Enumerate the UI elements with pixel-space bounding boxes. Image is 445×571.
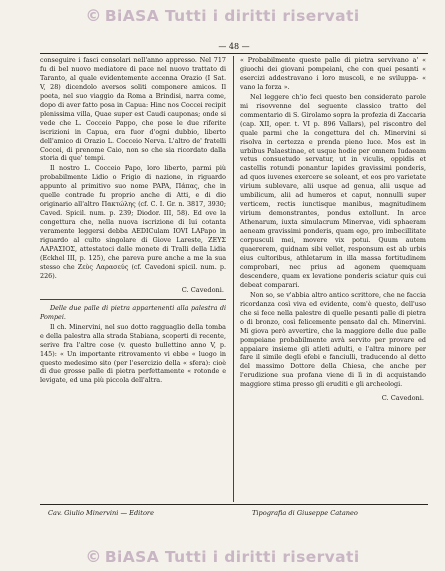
left-paragraph-3: Il ch. Minervini, nel suo dotto ragguaglio della tomba e della palestra alla strada Stabiana, scoperti di recente, serive fra l'altre cose (v. questo bullettino anno V, p. 145): « Un importante ritrovamento vi ebbe « luogo in questo medesimo sito (per l'esercizio della « sfera): cioè di due grosse palle di pietra perfettamente « rotonde e levigate, ed una più piccola dell'altra. bbox=[40, 322, 226, 385]
footer-editor: Cav. Giulio Minervini — Editore bbox=[48, 509, 154, 517]
page-number: — 48 — bbox=[218, 42, 250, 51]
section-divider bbox=[40, 299, 226, 300]
header-rule bbox=[40, 53, 428, 54]
watermark-text: BiASA Tutti i diritti riservati bbox=[104, 548, 360, 566]
right-paragraph-1: « Probabilmente queste palle di pietra servivano a' « giuochi dei giovani pompeiani, che con quei pesanti « esercizi addestravano i loro muscoli, e ne sviluppa- « vano la forza ». bbox=[240, 56, 426, 91]
right-paragraph-2: Nel leggere ch'io feci questo ben considerato parole mi risovvenne del seguente classico tratto del commentario di S. Girolamo sopra la profezia di Zaccaria (cap. XII, oper. t. VI p. 896 Vallars), pel riscontro del quale parmi che la congettura del ch. Minervini si risolva in certezza e prenda pieno luce. Mos est in urbibus Palaestinae, et usque hodie per omnem Iudaeam vetus consuetudo servatur, ut in viculis, oppidis et castellis rotundi ponantur lapides gravissimi ponderis, ad quos iuvenes exercere se soleant, et eos pro varietate virium sublevare, alii usque ad genua, alii usque ad umbilicum, alii ad humeros et caput, nonnulli super verticem, rectis iunctisque manibus, magnitudinem virium demonstrantes, pondus extollunt. In arce Athenarum, iuxta simulacrum Minervae, vidi sphaeram aeneam gravissimi ponderis, quam ego, pro imbecillitate corpusculi mei, movere vix potui. Quum autem quaererem, quidnam sibi vellet, responsum est ab urbis eius cultoribus, athletarum in illa massa fortitudinem comprobari, nec prius ad agonem quemquam descendere, quam ex levatione ponderis sciatur quis cui debeat comparari. bbox=[240, 92, 426, 289]
left-paragraph-2: Il nostro L. Cocceio Papo, loro liberto, parmi più probabilmente Lidio o Frigio di nazione, in riguardo appunto al primitivo suo nome PAPA, Πάπας, che in quelle contrade fu proprio anche di Atti, e di dio originario all'altro Πακτώλης (cf. C. I. Gr. n. 3817, 3930; Caved. Spicil. num. p. 239; Diodor. III, 58). Ed ove la congettura che, nella nuova iscrizione di lui cotanta veramente leggersi debba AEDICulam IOVI LAPapo in riguardo al culto singolare di Giove Lareste, ΖΕΥΣ ΛΑΡΑΣΙΟΣ, attestatoci dalle monete di Tralli della Lidia (Eckhel III, p. 125), che pareva pure anche a me la sua stesso che Ζεὺς Λαρασεύς (cf. Cavedoni spicil. num. p. 226). bbox=[40, 164, 226, 280]
right-paragraph-3: Non so, se v'abbia altro antico scrittore, che ne faccia ricordanza così viva ed evidente, com'è questo, dell'uso che si fece nella palestre di quelle pesanti palle di pietra o di bronzo, così felicemente pensato dal ch. Minervini. Mi giova però avvertire, che la maggiore delle due palle pompeiane probabilmente avrà servito per provare ed appaiare insieme gli atleti adulti, e l'altra minore per fare il simile degli efebi e fanciulli, traducendo al detto del massimo Dottore della Chiesa, che anche per l'erudizione sua profana viene di lì in dì acquistando maggiore stima presso gli eruditi e gli archeologi. bbox=[240, 290, 426, 389]
footer-printer: Tipografia di Giuseppe Cataneo bbox=[252, 509, 358, 517]
watermark-text: BiASA Tutti i diritti riservati bbox=[104, 7, 360, 25]
right-column bbox=[240, 56, 426, 406]
left-signature: C. Cavedoni. bbox=[181, 285, 224, 294]
footer-rule bbox=[40, 504, 428, 505]
left-column bbox=[40, 56, 226, 386]
watermark-banner-top bbox=[0, 6, 445, 25]
column-divider bbox=[233, 56, 234, 502]
watermark-logo: © bbox=[85, 547, 102, 566]
document-page bbox=[40, 42, 428, 537]
left-paragraph-1: conseguire i fasci consolari nell'anno appresso. Nel 717 fu di bel nuovo mediatore di pace nel nuovo trattato di Taranto, al quale evidentemente accenna Orazio (I Sat. V, 28) dicendolo aversos soliti componere amicos. Il poeta, nel suo viaggio da Roma a Brindisi, narra come, dopo di aver fatto posa in Capua: Hinc nos Coccei recipit plenissima villa, Quae super est Caudi cauponas; onde si vede che L. Cocceio Pappo, che pose le due riferite iscrizioni in Capua, era fuor d'ogni dubbio, liberto dell'amico di Orazio L. Cocceio Nerva. L'altro de' fratelli Coccei, di prenome Caio, non so che sia ricordato dalla storia di que' tempi. bbox=[40, 56, 226, 163]
watermark-logo: © bbox=[85, 6, 102, 25]
section-title: Delle due palle di pietra appartenenti alla palestra di Pompei. bbox=[40, 303, 226, 321]
watermark-banner-bottom bbox=[0, 547, 445, 566]
right-signature: C. Cavedoni. bbox=[381, 394, 424, 403]
